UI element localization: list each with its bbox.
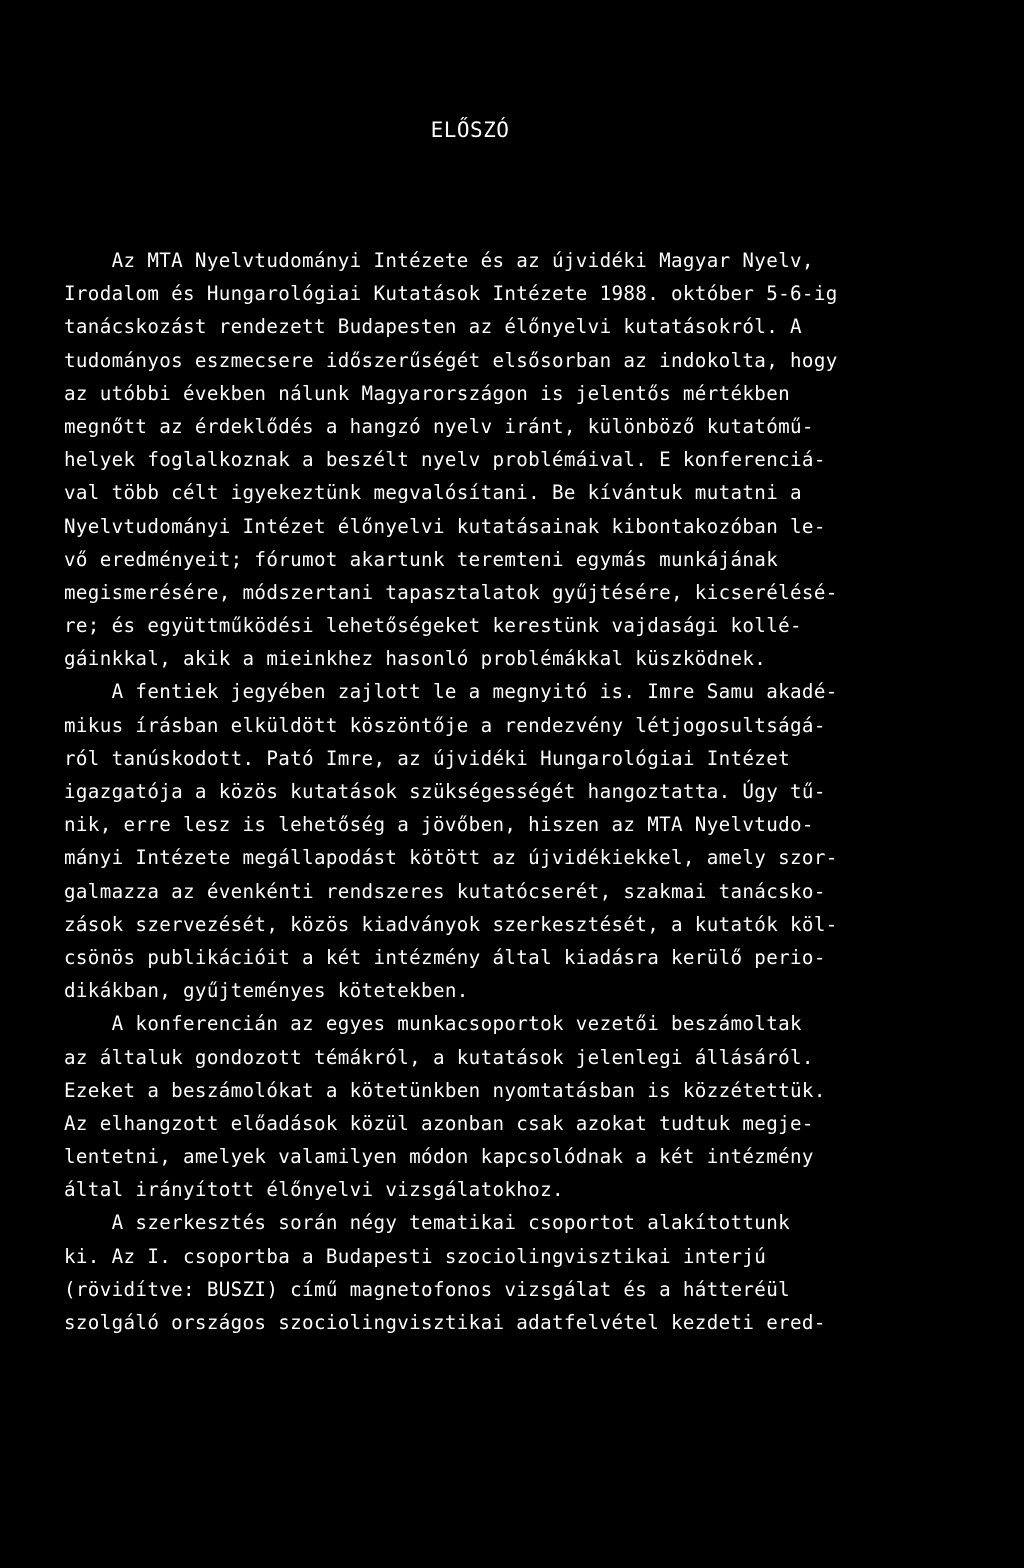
text-line: az általuk gondozott témákról, a kutatások jelenlegi állásáról. xyxy=(64,1045,814,1069)
text-line: szolgáló országos szociolingvisztikai adatfelvétel kezdeti ered- xyxy=(64,1311,826,1334)
text-line: tudományos eszmecsere időszerűségét elsősorban az indokolta, hogy xyxy=(64,348,838,372)
text-line: A szerkesztés során négy tematikai csoportot alakítottunk xyxy=(64,1211,791,1235)
text-line: az utóbbi években nálunk Magyarországon is jelentős mértékben xyxy=(64,381,791,405)
text-line: által irányított élőnyelvi vizsgálatokhoz. xyxy=(64,1178,564,1202)
text-line: ról tanúskodott. Pató Imre, az újvidéki Hungarológiai Intézet xyxy=(64,746,791,770)
text-line: Nyelvtudományi Intézet élőnyelvi kutatásainak kibontakozóban le- xyxy=(64,514,826,538)
text-line: nik, erre lesz is lehetőség a jövőben, hiszen az MTA Nyelvtudo- xyxy=(64,813,814,837)
text-line: ki. Az I. csoportba a Budapesti szociolingvisztikai interjú xyxy=(64,1244,767,1268)
text-line: igazgatója a közös kutatások szükségességét hangoztatta. Úgy tű- xyxy=(64,780,826,803)
text-line: megismerésére, módszertani tapasztalatok gyűjtésére, kicserélésé- xyxy=(64,580,838,604)
text-line: val több célt igyekeztünk megvalósítani. Be kívántuk mutatni a xyxy=(64,481,802,505)
text-line: helyek foglalkoznak a beszélt nyelv problémáival. E konferenciá- xyxy=(64,448,826,472)
text-line: csönös publikációit a két intézmény által kiadásra kerülő perio- xyxy=(64,945,826,969)
text-line: Ezeket a beszámolókat a kötetünkben nyomtatásban is közzétettük. xyxy=(64,1078,826,1102)
text-line: re; és együttműködési lehetőségeket kerestünk vajdasági kollé- xyxy=(64,614,802,638)
text-line: mikus írásban elküldött köszöntője a rendezvény létjogosultságá- xyxy=(64,713,826,737)
text-line: lentetni, amelyek valamilyen módon kapcsolódnak a két intézmény xyxy=(64,1145,814,1169)
text-line: zások szervezését, közös kiadványok szerkesztését, a kutatók köl- xyxy=(64,912,838,936)
text-line: mányi Intézete megállapodást kötött az újvidékiekkel, amely szor- xyxy=(64,846,838,870)
text-line: A konferencián az egyes munkacsoportok vezetői beszámoltak xyxy=(64,1012,802,1036)
page-title: ELŐSZÓ xyxy=(430,118,510,142)
text-line: galmazza az évenkénti rendszeres kutatócserét, szakmai tanácsko- xyxy=(64,879,826,903)
text-line: megnőtt az érdeklődés a hangzó nyelv iránt, különböző kutatómű- xyxy=(64,414,814,438)
text-line: Az MTA Nyelvtudományi Intézete és az újvidéki Magyar Nyelv, xyxy=(64,249,814,272)
text-line: vő eredményeit; fórumot akartunk teremteni egymás munkájának xyxy=(64,547,779,571)
text-line: tanácskozást rendezett Budapesten az élőnyelvi kutatásokról. A xyxy=(64,315,802,339)
body-text xyxy=(64,244,964,1339)
text-line: Az elhangzott előadások közül azonban csak azokat tudtuk megje- xyxy=(64,1111,814,1135)
text-line: A fentiek jegyében zajlott le a megnyitó is. Imre Samu akadé- xyxy=(64,680,838,704)
text-line: dikákban, gyűjteményes kötetekben. xyxy=(64,979,469,1003)
text-line: gáinkkal, akik a mieinkhez hasonló problémákkal küszködnek. xyxy=(64,647,767,671)
text-line: Irodalom és Hungarológiai Kutatások Intézete 1988. október 5-6-ig xyxy=(64,282,838,306)
text-line: (rövidítve: BUSZI) című magnetofonos vizsgálat és a hátteréül xyxy=(64,1277,791,1301)
